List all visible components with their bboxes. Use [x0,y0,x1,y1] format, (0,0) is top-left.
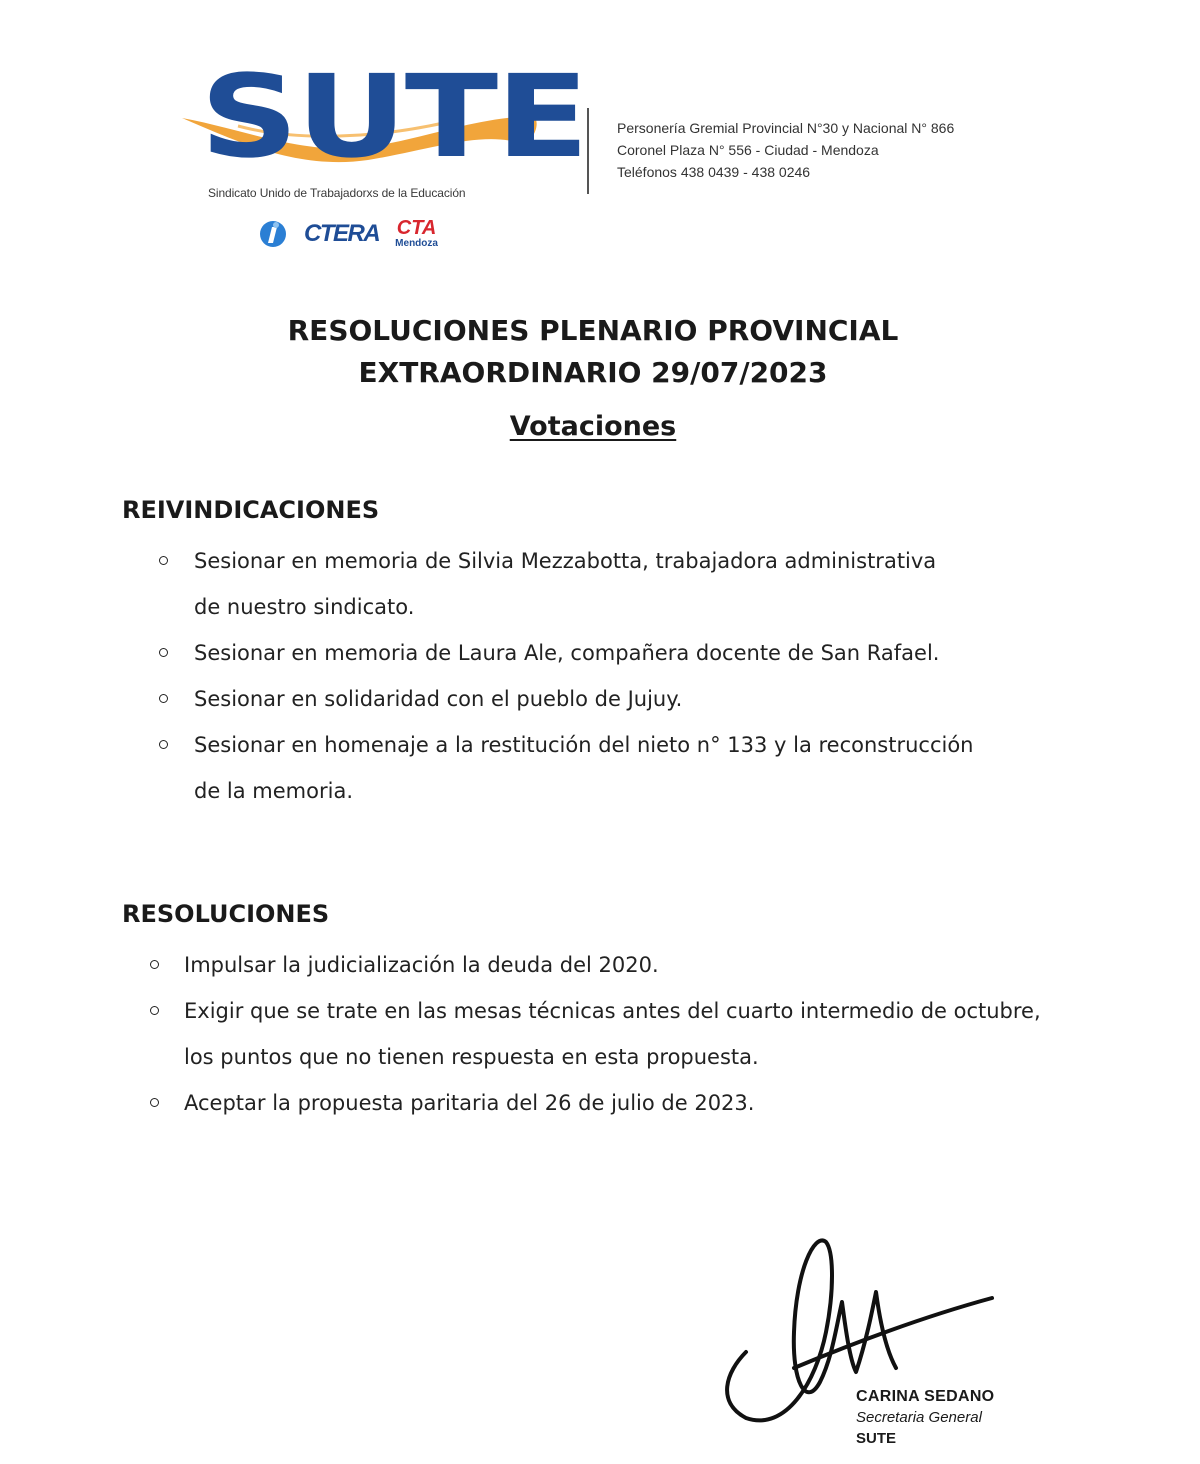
cta-logo [395,218,438,249]
list-item: Aceptar la propuesta paritaria del 26 de julio de 2023. [184,1080,1144,1126]
reivindicaciones-list [194,538,1054,814]
section-heading-resoluciones: RESOLUCIONES [122,900,330,928]
hollow-bullet-icon [159,740,168,749]
hollow-bullet-icon [159,556,168,565]
contact-line-phones: Teléfonos 438 0439 - 438 0246 [617,164,811,180]
header-divider [587,108,589,194]
partner-logos [258,218,438,249]
ctera-logo: CTERA [304,219,380,247]
list-item: Sesionar en homenaje a la restitución del nieto n° 133 y la reconstrucción de la memoria. [194,722,1054,814]
document-subtitle: Votaciones [509,411,677,442]
contact-line-address: Coronel Plaza N° 556 - Ciudad - Mendoza [617,142,879,158]
cta-logo-mark: CTA [396,217,437,239]
hollow-bullet-icon [150,1098,159,1107]
logo-wordmark: SUTE [200,50,587,183]
hollow-bullet-icon [159,648,168,657]
contact-line-registration: Personería Gremial Provincial N°30 y Nacional N° 866 [617,120,955,136]
contact-block [617,117,954,183]
list-item: Sesionar en solidaridad con el pueblo de Jujuy. [194,676,1054,722]
hollow-bullet-icon [150,960,159,969]
signer-block [856,1386,994,1449]
resoluciones-list [184,942,1144,1126]
hollow-bullet-icon [159,694,168,703]
document-title [0,310,1186,394]
title-line-2: EXTRAORDINARIO 29/07/2023 [358,356,828,389]
list-item: Exigir que se trate en las mesas técnicas antes del cuarto intermedio de octubre, los puntos que no tienen respuesta en esta propuesta. [184,988,1144,1080]
hollow-bullet-icon [150,1006,159,1015]
list-item: Sesionar en memoria de Laura Ale, compañera docente de San Rafael. [194,630,1054,676]
logo-tagline: Sindicato Unido de Trabajadorxs de la Educación [208,186,466,200]
cta-logo-region: Mendoza [395,238,438,249]
union-emblem-icon [258,219,288,249]
sute-logo [178,50,587,258]
title-line-1: RESOLUCIONES PLENARIO PROVINCIAL [287,314,899,347]
signer-role: Secretaria General [856,1409,982,1426]
section-heading-reivindicaciones: REIVINDICACIONES [122,496,380,524]
list-item: Sesionar en memoria de Silvia Mezzabotta, trabajadora administrativa de nuestro sindicato. [194,538,1054,630]
list-item: Impulsar la judicialización la deuda del 2020. [184,942,1144,988]
signer-name: CARINA SEDANO [856,1388,995,1405]
signer-organization: SUTE [856,1430,897,1447]
